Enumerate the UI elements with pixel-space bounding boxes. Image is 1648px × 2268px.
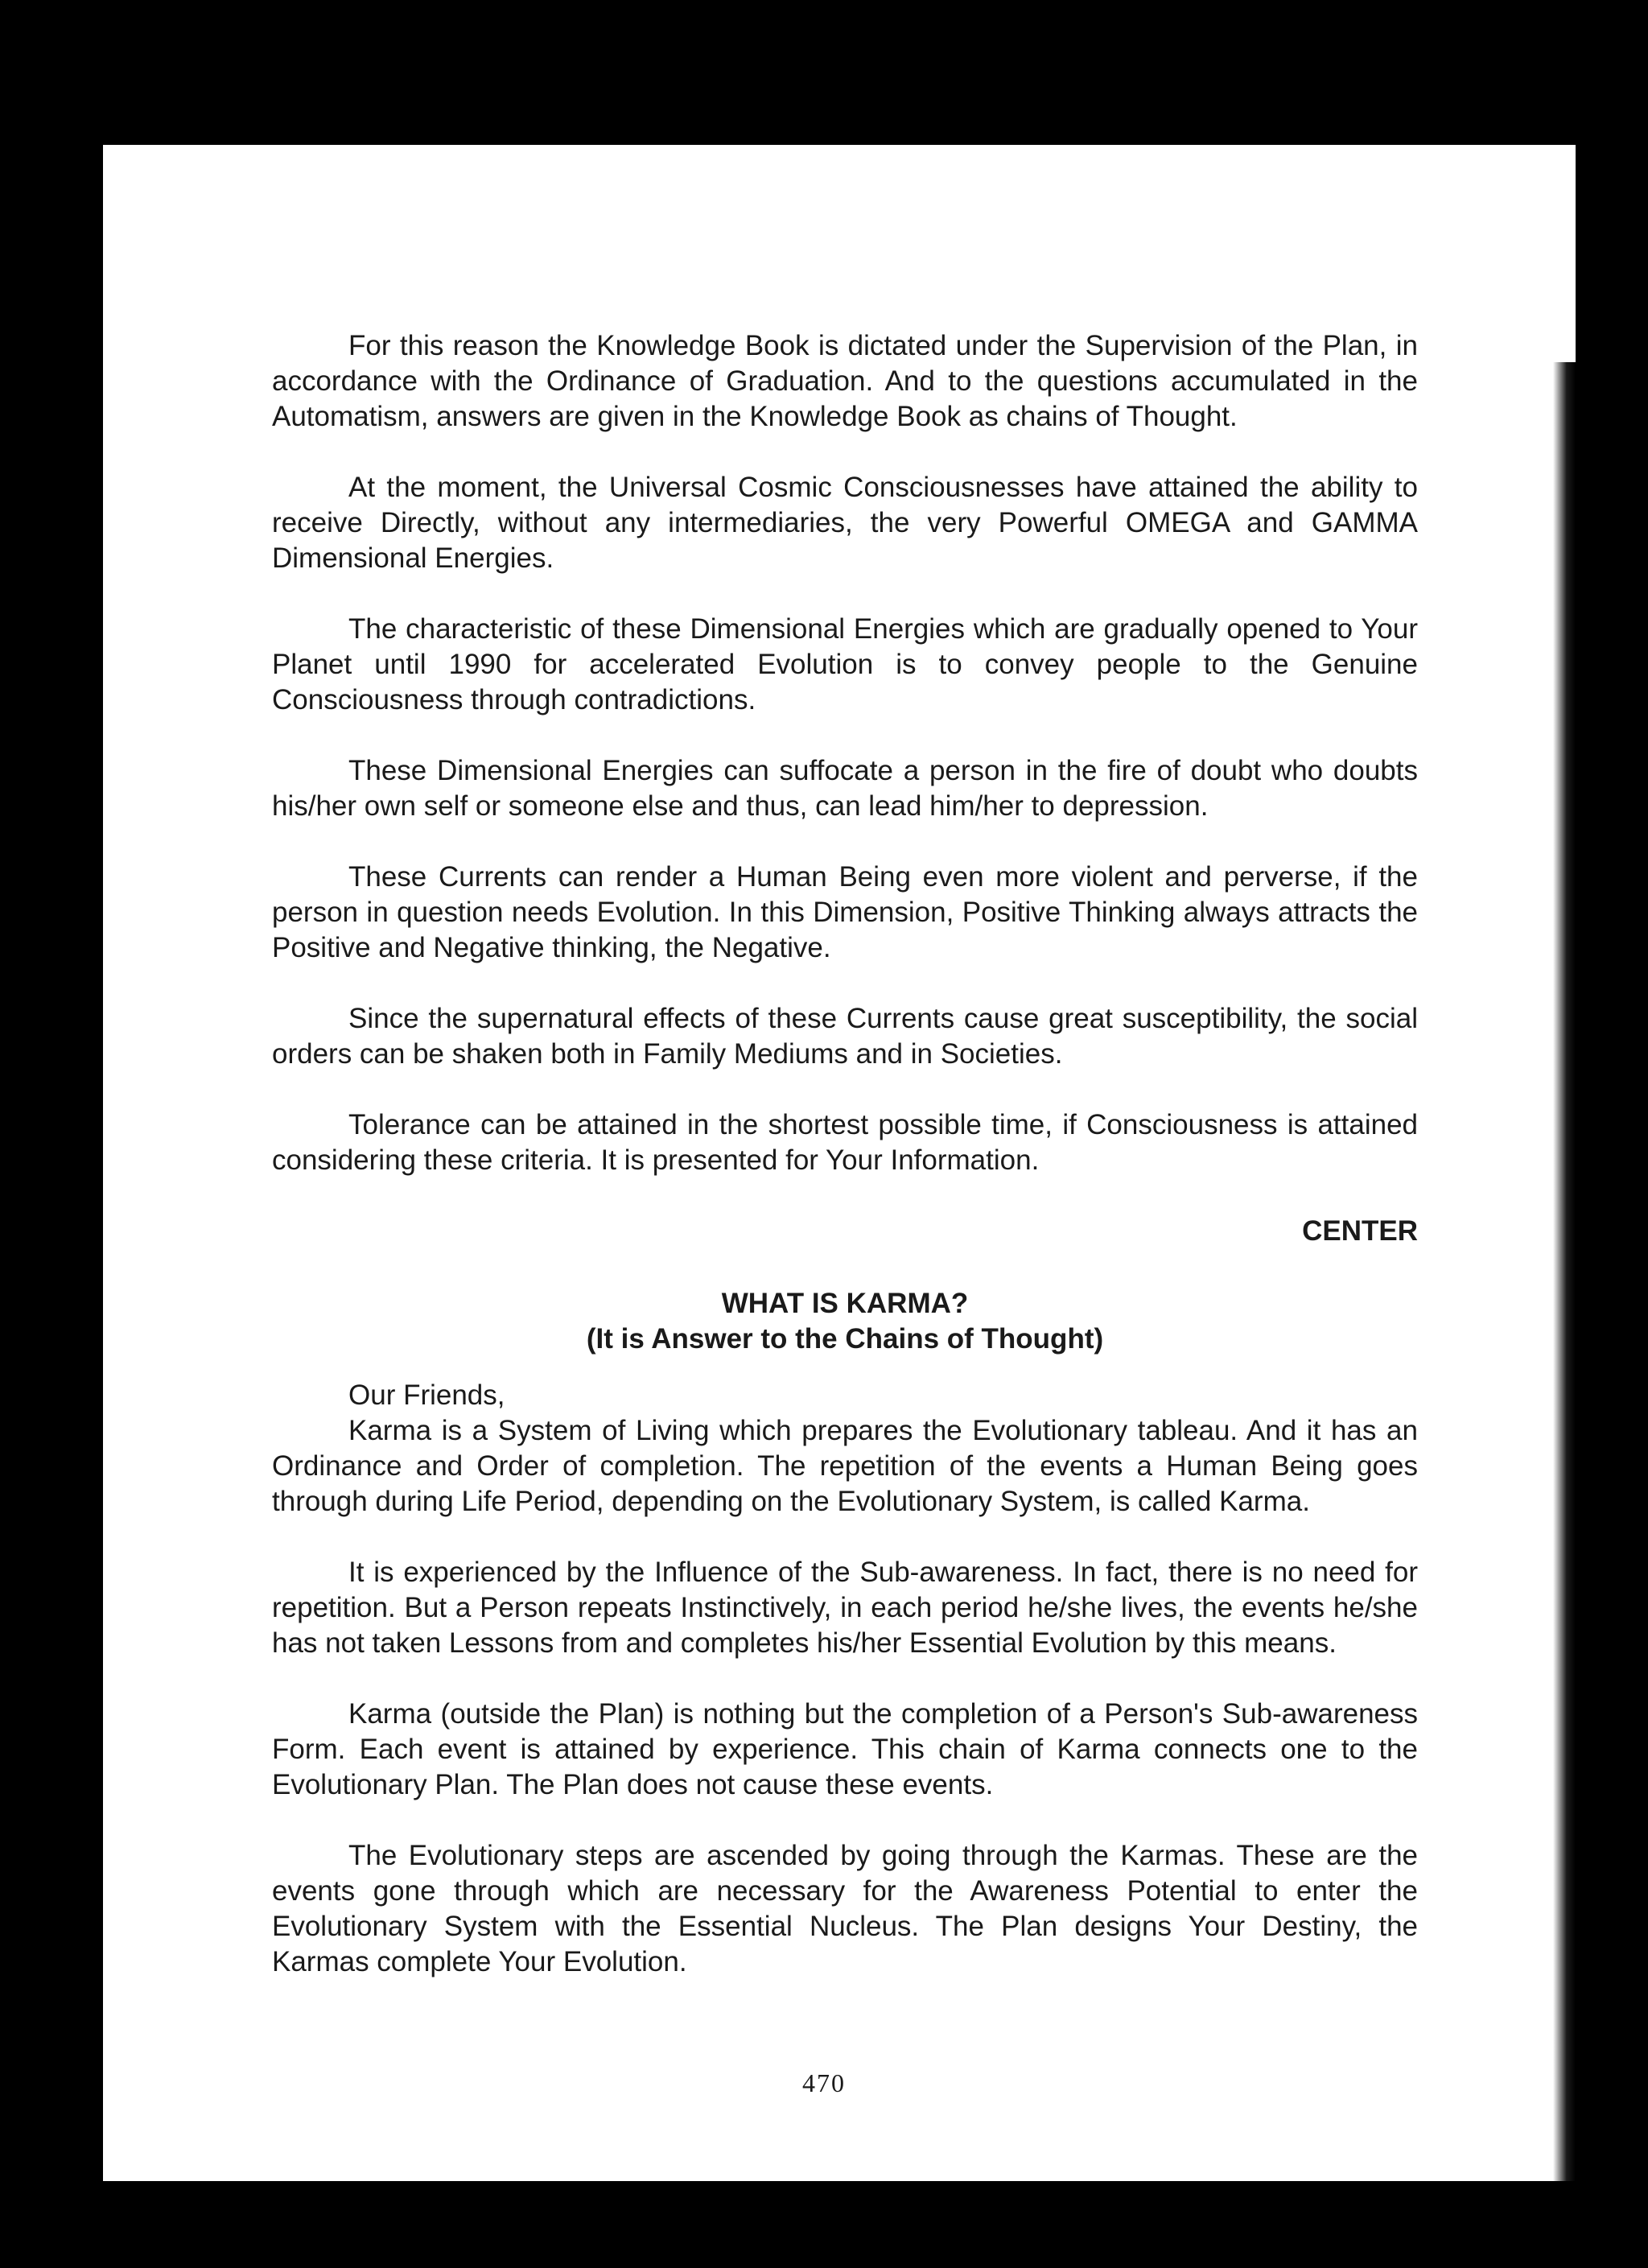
page-edge-shadow [1553, 362, 1576, 2181]
paragraph: The Evolutionary steps are ascended by going through the Karmas. These are the events gone through which are necessary for the Awareness Potential to enter the Evolutionary System with the Essential Nucleus. The Plan designs Your Destiny, the Karmas complete Your Evolution. [272, 1840, 1418, 1977]
heading-subtitle: (It is Answer to the Chains of Thought) [586, 1323, 1104, 1355]
text-column [272, 328, 1418, 2015]
page-number: 470 [802, 2068, 846, 2097]
heading-title: WHAT IS KARMA? [721, 1288, 969, 1319]
paragraph: The characteristic of these Dimensional Energies which are gradually opened to Your Planet until 1990 for accelerated Evolution is to convey people to the Genuine Consciousness through contradictions. [272, 613, 1418, 715]
section-heading [272, 1286, 1418, 1357]
paragraph: At the moment, the Universal Cosmic Consciousnesses have attained the ability to receive Directly, without any intermediaries, the very Powerful OMEGA and GAMMA Dimensional Energies. [272, 472, 1418, 574]
paragraph: For this reason the Knowledge Book is dictated under the Supervision of the Plan, in accordance with the Ordinance of Graduation. And to the questions accumulated in the Automatism, answers are given in the Knowledge Book as chains of Thought. [272, 330, 1418, 432]
salutation: Our Friends, [348, 1379, 505, 1411]
paragraph: These Currents can render a Human Being even more violent and perverse, if the person in question needs Evolution. In this Dimension, Positive Thinking always attracts the Positive and Negative thinking, the Negative. [272, 861, 1418, 963]
paragraph: Karma is a System of Living which prepares the Evolutionary tableau. And it has an Ordinance and Order of completion. The repetition of the events a Human Being goes through during Life Period, depending on the Evolutionary System, is called Karma. [272, 1415, 1418, 1517]
paragraph: It is experienced by the Influence of the Sub-awareness. In fact, there is no need for repetition. But a Person repeats Instinctively, in each period he/she lives, the events he/she has not taken Lessons from and completes his/her Essential Evolution by this means. [272, 1557, 1418, 1659]
paragraph: Since the supernatural effects of these Currents cause great susceptibility, the social orders can be shaken both in Family Mediums and in Societies. [272, 1003, 1418, 1070]
paragraph: Karma (outside the Plan) is nothing but the completion of a Person's Sub-awareness Form. Each event is attained by experience. This chain of Karma connects one to the Evolutionary Plan. The Plan does not cause these events. [272, 1698, 1418, 1800]
paragraph: Tolerance can be attained in the shortest possible time, if Consciousness is attained considering these criteria. It is presented for Your Information. [272, 1109, 1418, 1176]
signature: CENTER [1302, 1215, 1418, 1247]
paragraph: These Dimensional Energies can suffocate a person in the fire of doubt who doubts his/her own self or someone else and thus, can lead him/her to depression. [272, 755, 1418, 822]
